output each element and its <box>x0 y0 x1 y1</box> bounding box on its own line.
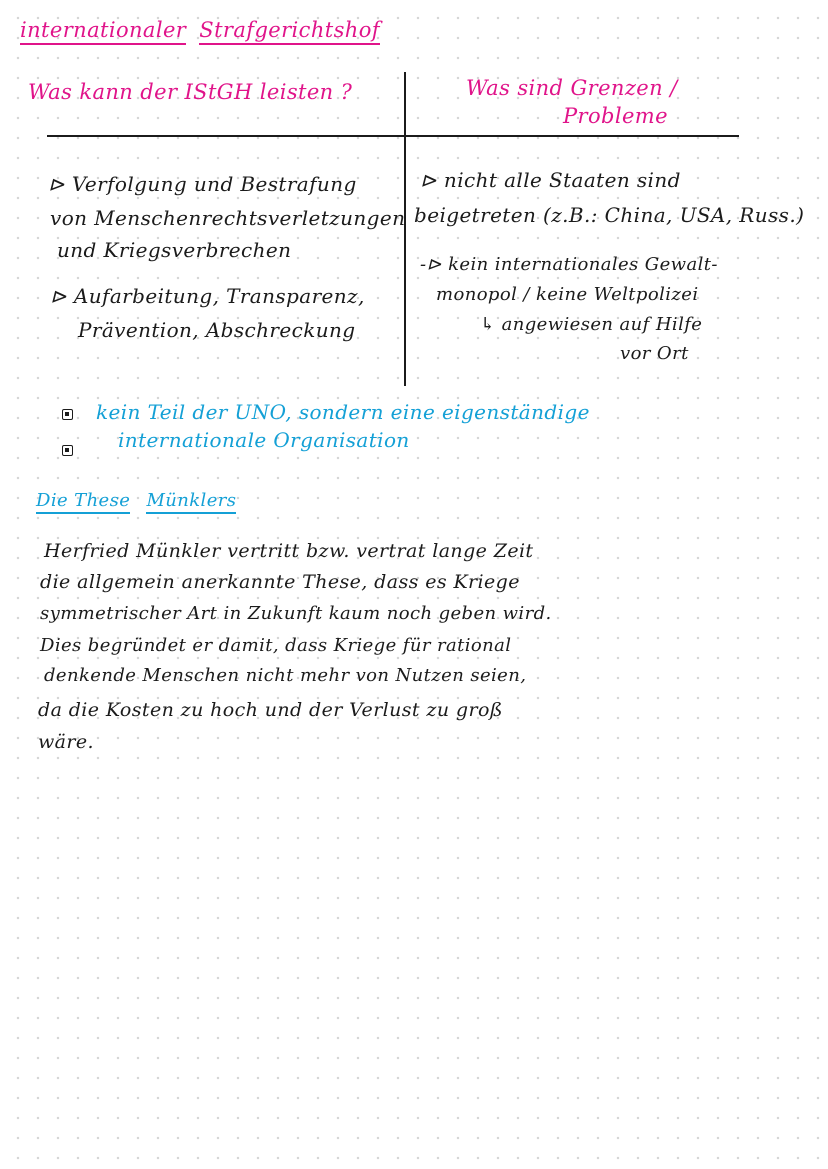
section-heading-part-1: Die These <box>36 490 130 514</box>
left-cell-line-3: und Kriegsverbrechen <box>57 238 292 262</box>
paragraph-line-2: die allgemein anerkannte These, dass es Kriege <box>40 571 520 593</box>
right-cell-line-6: vor Ort <box>620 343 689 364</box>
right-column-header-line-2: Probleme <box>563 104 668 128</box>
page-title <box>20 18 380 42</box>
left-cell-line-1: ⊳ Verfolgung und Bestrafung <box>48 172 357 196</box>
paragraph-line-7: wäre. <box>38 731 94 753</box>
table-horizontal-divider <box>47 135 739 137</box>
paragraph-line-3: symmetrischer Art in Zukunft kaum noch geben wird. <box>40 603 552 624</box>
paragraph-line-5: denkende Menschen nicht mehr von Nutzen seien, <box>44 665 527 686</box>
left-cell-line-2: von Menschenrechtsverletzungen <box>50 206 406 230</box>
section-heading <box>36 490 236 511</box>
note-checkbox-2 <box>62 445 73 456</box>
right-cell-line-4: monopol / keine Weltpolizei <box>436 284 699 305</box>
right-cell-line-1: ⊳ nicht alle Staaten sind <box>420 168 681 192</box>
section-heading-part-2: Münklers <box>146 490 236 514</box>
title-word-1: internationaler <box>20 18 186 45</box>
note-line-2: internationale Organisation <box>118 428 410 452</box>
right-cell-line-3: -⊳ kein internationales Gewalt- <box>420 254 718 275</box>
paragraph-line-6: da die Kosten zu hoch und der Verlust zu groß <box>38 699 503 721</box>
left-cell-line-5: Prävention, Abschreckung <box>78 318 356 342</box>
title-word-2: Strafgerichtshof <box>199 18 380 45</box>
note-line-1: kein Teil der UNO, sondern eine eigenständige <box>96 400 590 424</box>
paragraph-line-1: Herfried Münkler vertritt bzw. vertrat lange Zeit <box>44 540 534 562</box>
left-column-header: Was kann der IStGH leisten ? <box>28 80 353 104</box>
right-column-header-line-1: Was sind Grenzen / <box>466 76 678 100</box>
left-cell-line-4: ⊳ Aufarbeitung, Transparenz, <box>50 284 365 308</box>
note-checkbox-1 <box>62 409 73 420</box>
right-cell-line-2: beigetreten (z.B.: China, USA, Russ.) <box>414 203 805 227</box>
paragraph-line-4: Dies begründet er damit, dass Kriege für rational <box>40 635 512 656</box>
right-cell-line-5: ↳ angewiesen auf Hilfe <box>480 314 703 335</box>
